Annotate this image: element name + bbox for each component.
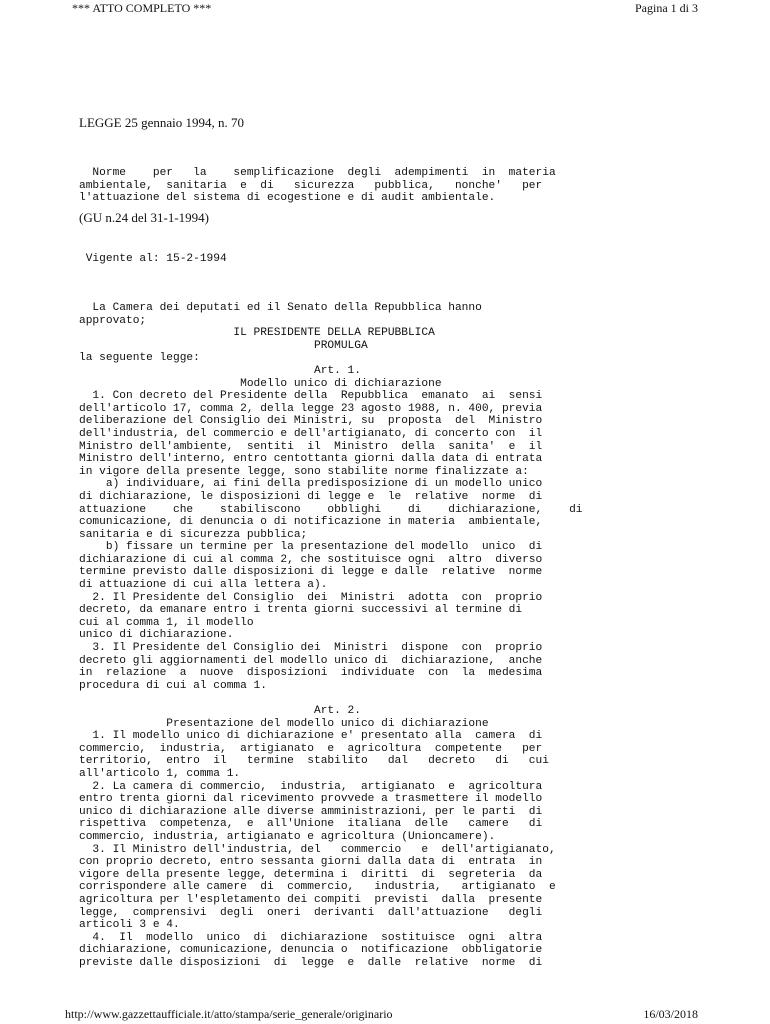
footer-date: 16/03/2018 (643, 1007, 698, 1021)
footer-url: http://www.gazzettaufficiale.it/atto/stampa/serie_generale/originario (65, 1007, 393, 1021)
law-subtitle: Norme per la semplificazione degli adempimenti in materia ambientale, sanitaria e di sicurezza pubblica, nonche' per l'attuazione del sistema di ecogestione e di audit ambientale. (79, 167, 556, 205)
law-body-text: La Camera dei deputati ed il Senato della Repubblica hanno approvato; IL PRESIDENTE DELLA REPUBBLICA PROMULGA la seguente legge: Art. 1. Modello unico di dichiarazione 1. Con decreto del Presidente della Repubblica emanato ai sensi dell'articolo 17, comma 2, della legge 23 agosto 1988, n. 400, previa deliberazione del Consiglio dei Ministri, su proposta del Ministro dell'industria, del commercio e dell'artigianato, di concerto con il Ministro dell'ambiente, sentiti il Ministro della sanita' e il Ministro dell'interno, entro centottanta giorni dalla data di entrata in vigore della presente legge, sono stabilite norme finalizzate a: a) individuare, ai fini della predisposizione di un modello unico di dichiarazione, le disposizioni di legge e le relative norme di attuazione che stabiliscono obblighi di dichiarazione, di comunicazione, di denuncia o di notificazione in materia ambientale, sanitaria e di sicurezza pubblica; b) fissare un termine per la presentazione del modello unico di dichiarazione di cui al comma 2, che sostituisce ogni altro diverso termine previsto dalle disposizioni di legge e dalle relative norme di attuazione di cui alla lettera a). 2. Il Presidente del Consiglio dei Ministri adotta con proprio decreto, da emanare entro i trenta giorni successivi al termine di cui al comma 1, il modello unico di dichiarazione. 3. Il Presidente del Consiglio dei Ministri dispone con proprio decreto gli aggiornamenti del modello unico di dichiarazione, anche in relazione a nuove disposizioni individuate con la medesima procedura di cui al comma 1. Art. 2. Presentazione del modello unico di dichiarazione 1. Il modello unico di dichiarazione e' presentato alla camera di commercio, industria, artigianato e agricoltura competente per territorio, entro il termine stabilito dal decreto di cui all'articolo 1, comma 1. 2. La camera di commercio, industria, artigianato e agricoltura entro trenta giorni dal ricevimento provvede a trasmettere il modello unico di dichiarazione alle diverse amministrazioni, per le parti di rispettiva competenza, e all'Unione italiana delle camere di commercio, industria, artigianato e agricoltura (Unioncamere). 3. Il Ministro dell'industria, del commercio e dell'artigianato, con proprio decreto, entro sessanta giorni dalla data di entrata in vigore della presente legge, determina i diritti di segreteria da corrispondere alle camere di commercio, industria, artigianato e agricoltura per l'espletamento dei compiti previsti dalla presente legge, comprensivi degli oneri derivanti dall'attuazione degli articoli 3 e 4. 4. Il modello unico di dichiarazione sostituisce ogni altra dichiarazione, comunicazione, denuncia o notificazione obbligatorie previste dalle disposizioni di legge e dalle relative norme di (79, 302, 583, 969)
page-number: Pagina 1 di 3 (635, 1, 698, 15)
header-document-label: *** ATTO COMPLETO *** (72, 1, 212, 15)
vigente-date: Vigente al: 15-2-1994 (79, 253, 227, 265)
law-title: LEGGE 25 gennaio 1994, n. 70 (79, 115, 245, 130)
gazette-reference: (GU n.24 del 31-1-1994) (79, 210, 209, 225)
